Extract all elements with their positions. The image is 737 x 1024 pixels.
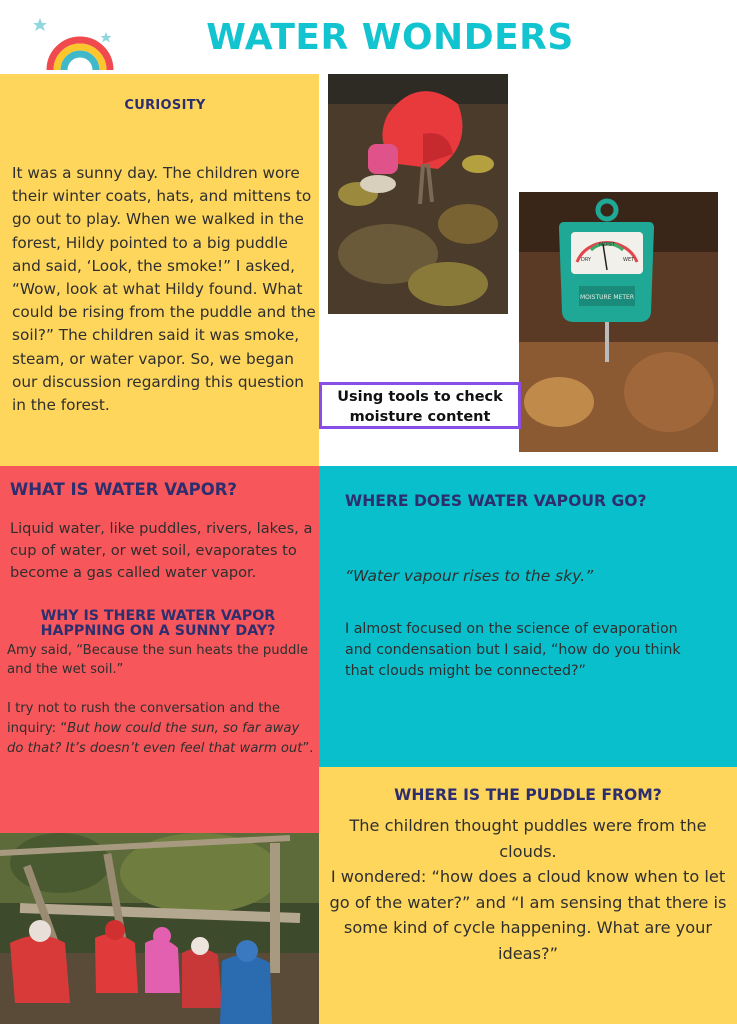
puddle-heading: WHERE IS THE PUDDLE FROM? — [394, 786, 662, 804]
sunny-day-text-2-italic: But how could the sun, so far away do that? It’s doesn’t even feel that warm out — [7, 721, 303, 756]
sunny-day-text-2-prefix: I try not to rush the conversation and the inquiry: “ — [7, 701, 280, 736]
curiosity-heading: CURIOSITY — [124, 98, 206, 113]
puddle-text: The children thought puddles were from the clouds. I wondered: “how does a cloud know when to let go of the water?” and “I am sensing that there is some kind of cycle happening. What are your ideas?” — [329, 816, 727, 963]
meter-scale-moist: MOIST — [599, 242, 615, 248]
sunny-day-text-1: Amy said, “Because the sun heats the puddle and the wet soil.” — [7, 643, 309, 677]
rainbow-logo-icon — [30, 8, 114, 74]
curiosity-text: It was a sunny day. The children wore their winter coats, hats, and mittens to go out to play. When we walked in the forest, Hildy pointed to a big puddle and said, ‘Look, the smoke!” I asked, “Wow, look at what Hildy found. What could be rising from the puddle and the soil?” The children said it was smoke, steam, or water vapor. So, we began our discussion regarding this question in the forest. — [12, 164, 316, 415]
water-vapor-text: Liquid water, like puddles, rivers, lakes, a cup of water, or wet soil, evaporates to become a gas called water vapor. — [10, 520, 313, 581]
vapour-go-panel — [319, 466, 737, 767]
vapour-go-text: I almost focused on the science of evaporation and condensation but I said, “how do you think that clouds might be connected?” — [345, 621, 681, 679]
sunny-day-text-2 — [7, 699, 319, 759]
child-puddle-photo — [328, 74, 508, 314]
vapour-go-quote: “Water vapour rises to the sky.” — [345, 567, 594, 585]
meter-scale-dry: DRY — [581, 257, 592, 263]
children-fence-photo — [0, 833, 319, 1024]
vapour-go-heading: WHERE DOES WATER VAPOUR GO? — [345, 492, 647, 510]
sunny-day-text-2-suffix: ”. — [302, 741, 314, 756]
page-title: WATER WONDERS — [206, 17, 574, 58]
water-vapor-heading: WHAT IS WATER VAPOR? — [10, 480, 238, 499]
moisture-meter-photo — [519, 192, 718, 452]
meter-label: MOISTURE METER — [580, 294, 634, 301]
sunny-day-heading: WHY IS THERE WATER VAPOR HAPPNING ON A SUNNY DAY? — [40, 608, 276, 639]
photo-caption: Using tools to check moisture content — [319, 382, 521, 429]
meter-scale-wet: WET — [623, 257, 635, 263]
